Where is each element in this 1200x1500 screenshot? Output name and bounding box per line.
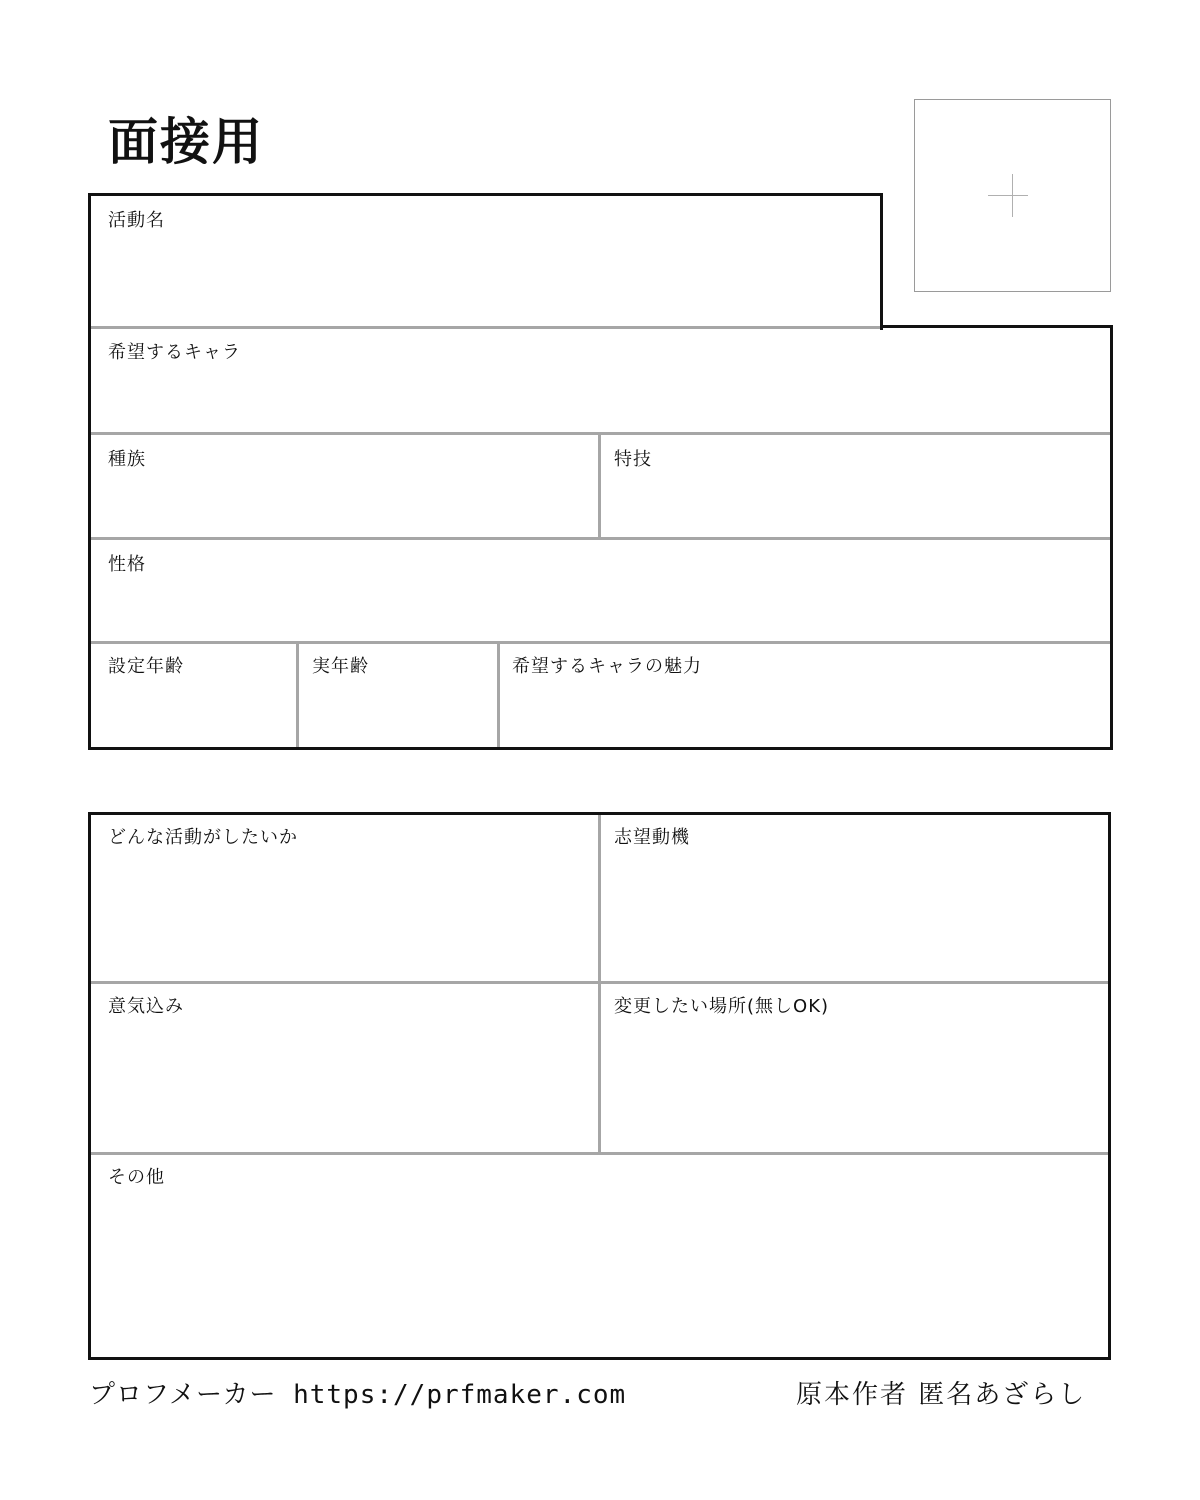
race-label: 種族 [108, 449, 146, 470]
race-field[interactable] [91, 435, 598, 537]
motivation-label: 志望動機 [614, 827, 690, 848]
desired-activities-label: どんな活動がしたいか [108, 827, 298, 848]
character-appeal-label: 希望するキャラの魅力 [512, 656, 702, 677]
author-credit: 原本作者 匿名あざらし [796, 1380, 1087, 1410]
photo-upload-box[interactable] [914, 99, 1111, 292]
change-points-field[interactable] [601, 984, 1108, 1152]
set-age-label: 設定年齢 [108, 656, 184, 677]
personality-field[interactable] [91, 540, 1110, 641]
personality-label: 性格 [108, 554, 146, 575]
other-field[interactable] [91, 1155, 1108, 1357]
motivation-field[interactable] [601, 815, 1108, 981]
page-title: 面接用 [108, 113, 264, 171]
special-skill-label: 特技 [614, 449, 652, 470]
desired-character-label: 希望するキャラ [108, 342, 241, 363]
desired-activities-field[interactable] [91, 815, 598, 981]
real-age-field[interactable] [299, 644, 497, 747]
desired-character-field[interactable] [91, 328, 1110, 432]
other-label: その他 [108, 1167, 165, 1188]
activity-name-field[interactable] [91, 196, 880, 327]
maker-credit: プロフメーカー https://prfmaker.com [89, 1380, 627, 1410]
enthusiasm-field[interactable] [91, 984, 598, 1152]
special-skill-field[interactable] [601, 435, 1110, 537]
enthusiasm-label: 意気込み [108, 996, 184, 1017]
plus-icon-vertical [1012, 174, 1013, 217]
character-appeal-field[interactable] [500, 644, 1110, 747]
change-points-label: 変更したい場所(無しOK) [614, 996, 830, 1017]
set-age-field[interactable] [91, 644, 296, 747]
real-age-label: 実年齢 [312, 656, 369, 677]
plus-icon [988, 195, 1028, 196]
activity-name-label: 活動名 [108, 210, 165, 231]
